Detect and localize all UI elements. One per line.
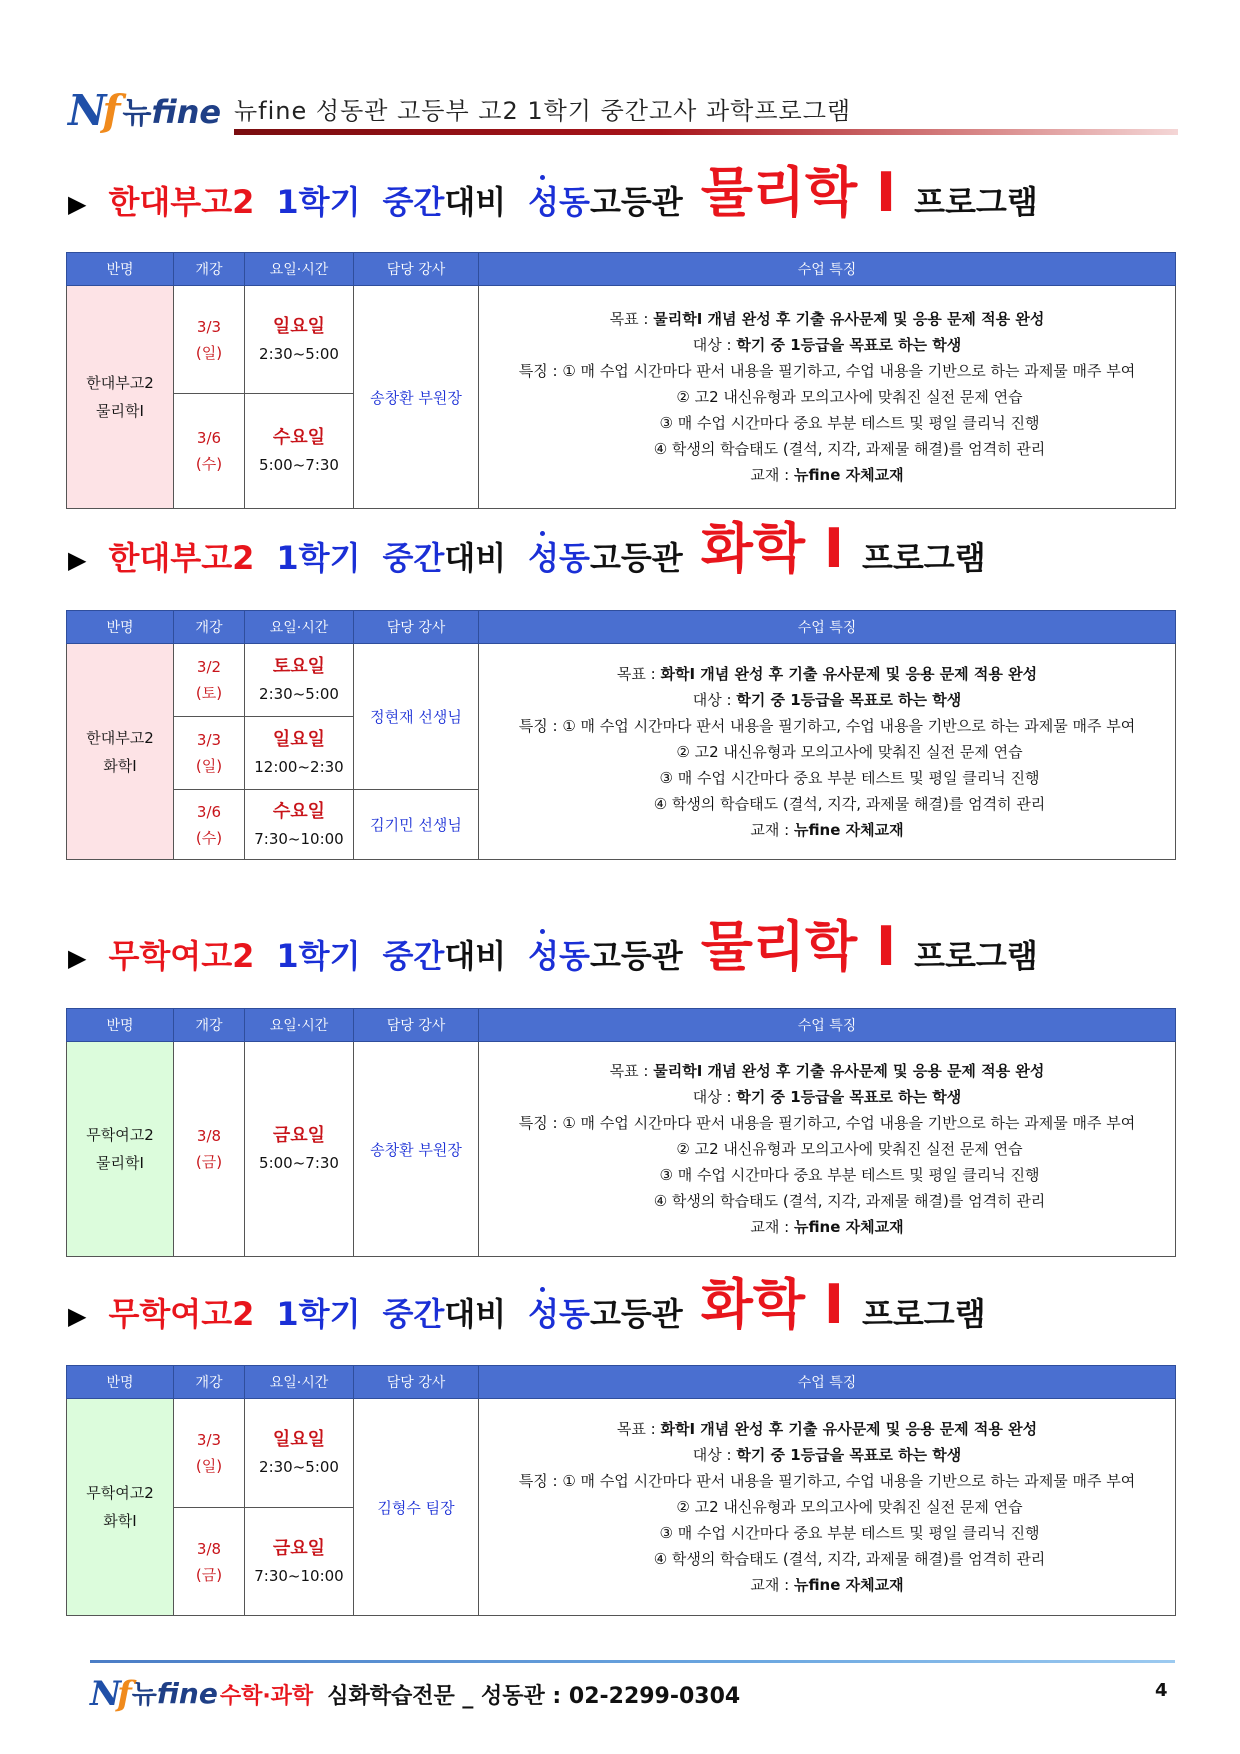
page-title: 뉴fine 성동관 고등부 고2 1학기 중간고사 과학프로그램 [234, 97, 852, 125]
page-number: 4 [1155, 1680, 1168, 1701]
section-subject: 물리학 Ⅰ [700, 915, 897, 978]
section-school: 무학여고2 [108, 937, 255, 975]
footer-divider [90, 1660, 1175, 1663]
col-feature: 수업 특징 [479, 1009, 1176, 1042]
table-row [67, 1399, 1176, 1508]
col-teacher: 담당 강사 [354, 253, 479, 286]
col-time: 요일·시간 [245, 1366, 354, 1399]
page-footer [90, 1670, 740, 1718]
triangle-bullet-icon: ▶ [68, 944, 87, 972]
section-title-3 [68, 908, 1038, 978]
triangle-bullet-icon: ▶ [68, 546, 87, 574]
open-date-cell: 3/2 (토) [174, 644, 245, 717]
logo-text: 뉴fine [131, 1676, 218, 1710]
open-date-cell: 3/3 (일) [174, 286, 245, 394]
section-semester: 1학기 [276, 183, 361, 221]
open-date-cell: 3/6 (수) [174, 394, 245, 509]
section-subject: 화학 Ⅰ [700, 1273, 844, 1336]
section-exam: 중간대비 [382, 183, 507, 221]
section-semester: 1학기 [276, 539, 361, 577]
feature-cell: 목표 : 물리학Ⅰ 개념 완성 후 기출 유사문제 및 응용 문제 적용 완성 대상 : 학기 중 1등급을 목표로 하는 학생 특징 : ① 매 수업 시간마다 판서 내용을 필기하고, 수업 내용을 기반으로 하는 과제물 매주 부여 ② 고2 내신유형과 모의고사에 맞춰진 실전 문제 연습 ③ 매 수업 시간마다 중요 부분 테스트 및 평일 클리닉 진행 ④ 학생의 학습태도 (결석, 지각, 과제물 해결)를 엄격히 관리 교재 : 뉴fine 자체교재 [479, 286, 1176, 509]
logo-text: 뉴fine [122, 93, 222, 131]
day-time-cell: 일요일 12:00~2:30 [245, 717, 354, 790]
open-date-cell: 3/3 (일) [174, 1399, 245, 1508]
col-open: 개강 [174, 253, 245, 286]
section-program: 프로그램 [914, 183, 1038, 221]
section-subject: 물리학 Ⅰ [700, 161, 897, 224]
col-ban: 반명 [67, 1009, 174, 1042]
schedule-table-4 [66, 1365, 1176, 1616]
teacher-cell: 정현재 선생님 [354, 644, 479, 790]
table-header-row [67, 253, 1176, 286]
col-feature: 수업 특징 [479, 253, 1176, 286]
section-branch: 성동고등관 [528, 1295, 683, 1333]
open-date-cell: 3/8 (금) [174, 1508, 245, 1616]
footer-subjects: 수학·과학 [219, 1683, 314, 1709]
section-branch: 성동고등관 [528, 937, 683, 975]
col-open: 개강 [174, 611, 245, 644]
table-row [67, 644, 1176, 717]
schedule-table-1 [66, 252, 1176, 509]
feature-cell: 목표 : 화학Ⅰ 개념 완성 후 기출 유사문제 및 응용 문제 적용 완성 대상 : 학기 중 1등급을 목표로 하는 학생 특징 : ① 매 수업 시간마다 판서 내용을 필기하고, 수업 내용을 기반으로 하는 과제물 매주 부여 ② 고2 내신유형과 모의고사에 맞춰진 실전 문제 연습 ③ 매 수업 시간마다 중요 부분 테스트 및 평일 클리닉 진행 ④ 학생의 학습태도 (결석, 지각, 과제물 해결)를 엄격히 관리 교재 : 뉴fine 자체교재 [479, 644, 1176, 860]
class-name-cell: 무학여고2 화학Ⅰ [67, 1399, 174, 1616]
col-time: 요일·시간 [245, 1009, 354, 1042]
section-program: 프로그램 [914, 937, 1038, 975]
section-program: 프로그램 [861, 539, 986, 577]
day-time-cell: 금요일 5:00~7:30 [245, 1042, 354, 1257]
day-time-cell: 수요일 7:30~10:00 [245, 790, 354, 860]
table-header-row [67, 611, 1176, 644]
table-row [67, 1042, 1176, 1257]
col-ban: 반명 [67, 1366, 174, 1399]
section-program: 프로그램 [861, 1295, 986, 1333]
teacher-cell: 김기민 선생님 [354, 790, 479, 860]
col-feature: 수업 특징 [479, 611, 1176, 644]
col-teacher: 담당 강사 [354, 1009, 479, 1042]
logo-mark-icon: Nf [90, 1674, 128, 1714]
section-school: 한대부고2 [108, 539, 255, 577]
col-open: 개강 [174, 1009, 245, 1042]
col-time: 요일·시간 [245, 611, 354, 644]
section-exam: 중간대비 [382, 1295, 507, 1333]
day-time-cell: 일요일 2:30~5:00 [245, 1399, 354, 1508]
class-name-cell: 한대부고2 화학Ⅰ [67, 644, 174, 860]
teacher-cell: 송창환 부원장 [354, 286, 479, 509]
class-name-cell: 무학여고2 물리학Ⅰ [67, 1042, 174, 1257]
triangle-bullet-icon: ▶ [68, 1302, 87, 1330]
brand-logo [68, 78, 221, 134]
section-branch: 성동고등관 [528, 183, 683, 221]
col-open: 개강 [174, 1366, 245, 1399]
section-school: 무학여고2 [108, 1295, 255, 1333]
open-date-cell: 3/6 (수) [174, 790, 245, 860]
day-time-cell: 금요일 7:30~10:00 [245, 1508, 354, 1616]
section-school: 한대부고2 [108, 183, 255, 221]
teacher-cell: 송창환 부원장 [354, 1042, 479, 1257]
open-date-cell: 3/3 (일) [174, 717, 245, 790]
col-ban: 반명 [67, 253, 174, 286]
triangle-bullet-icon: ▶ [68, 190, 87, 218]
day-time-cell: 토요일 2:30~5:00 [245, 644, 354, 717]
col-teacher: 담당 강사 [354, 611, 479, 644]
day-time-cell: 수요일 5:00~7:30 [245, 394, 354, 509]
section-branch: 성동고등관 [528, 539, 683, 577]
section-exam: 중간대비 [382, 937, 507, 975]
feature-cell: 목표 : 물리학Ⅰ 개념 완성 후 기출 유사문제 및 응용 문제 적용 완성 대상 : 학기 중 1등급을 목표로 하는 학생 특징 : ① 매 수업 시간마다 판서 내용을 필기하고, 수업 내용을 기반으로 하는 과제물 매주 부여 ② 고2 내신유형과 모의고사에 맞춰진 실전 문제 연습 ③ 매 수업 시간마다 중요 부분 테스트 및 평일 클리닉 진행 ④ 학생의 학습태도 (결석, 지각, 과제물 해결)를 엄격히 관리 교재 : 뉴fine 자체교재 [479, 1042, 1176, 1257]
section-semester: 1학기 [276, 937, 361, 975]
schedule-table-3 [66, 1008, 1176, 1257]
col-ban: 반명 [67, 611, 174, 644]
table-row [67, 286, 1176, 394]
col-feature: 수업 특징 [479, 1366, 1176, 1399]
logo-mark-icon: Nf [68, 86, 117, 135]
section-title-4 [68, 1266, 986, 1336]
section-semester: 1학기 [276, 1295, 361, 1333]
page-header [68, 78, 1178, 140]
teacher-cell: 김형수 팀장 [354, 1399, 479, 1616]
section-title-2 [68, 510, 986, 580]
section-exam: 중간대비 [382, 539, 507, 577]
day-time-cell: 일요일 2:30~5:00 [245, 286, 354, 394]
footer-contact: 심화학습전문 _ 성동관 : 02-2299-0304 [327, 1683, 741, 1709]
schedule-table-2 [66, 610, 1176, 860]
col-time: 요일·시간 [245, 253, 354, 286]
class-name-cell: 한대부고2 물리학Ⅰ [67, 286, 174, 509]
feature-cell: 목표 : 화학Ⅰ 개념 완성 후 기출 유사문제 및 응용 문제 적용 완성 대상 : 학기 중 1등급을 목표로 하는 학생 특징 : ① 매 수업 시간마다 판서 내용을 필기하고, 수업 내용을 기반으로 하는 과제물 매주 부여 ② 고2 내신유형과 모의고사에 맞춰진 실전 문제 연습 ③ 매 수업 시간마다 중요 부분 테스트 및 평일 클리닉 진행 ④ 학생의 학습태도 (결석, 지각, 과제물 해결)를 엄격히 관리 교재 : 뉴fine 자체교재 [479, 1399, 1176, 1616]
col-teacher: 담당 강사 [354, 1366, 479, 1399]
section-title-1 [68, 154, 1038, 224]
table-header-row [67, 1366, 1176, 1399]
section-subject: 화학 Ⅰ [700, 517, 844, 580]
open-date-cell: 3/8 (금) [174, 1042, 245, 1257]
table-header-row [67, 1009, 1176, 1042]
header-divider [234, 129, 1178, 135]
